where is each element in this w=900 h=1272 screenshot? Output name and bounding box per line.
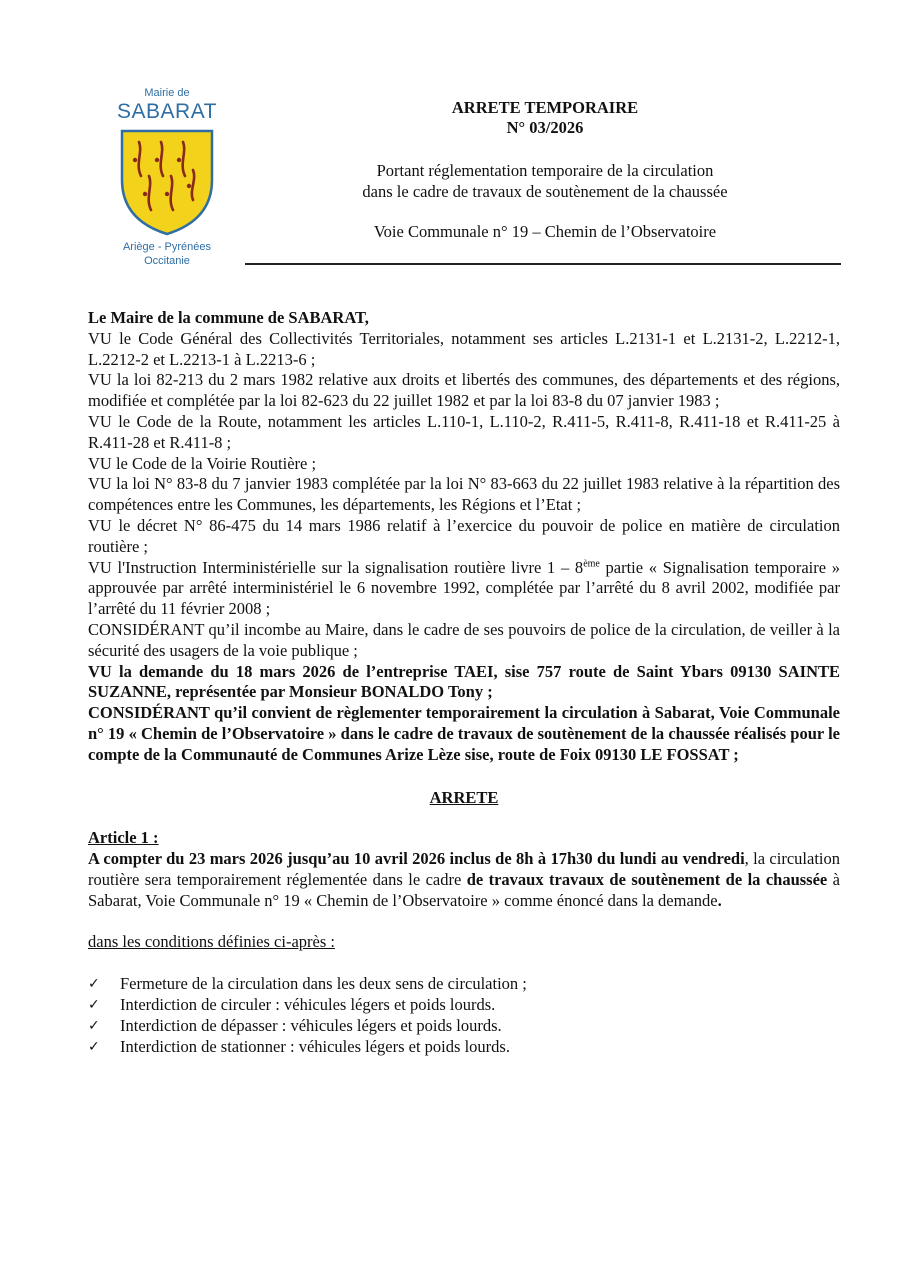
- considerant-maire: CONSIDÉRANT qu’il incombe au Maire, dans le cadre de ses pouvoirs de police de la circulation, de veiller à la sécurité des usagers de la voie publique ;: [88, 619, 840, 660]
- preamble-intro: Le Maire de la commune de SABARAT,: [88, 308, 369, 327]
- logo-region-line1: Ariège - Pyrénées: [122, 241, 212, 253]
- condition-text: Interdiction de dépasser : véhicules légers et poids lourds.: [120, 1015, 502, 1035]
- document-title: ARRETE TEMPORAIRE: [451, 98, 639, 117]
- list-item: [88, 1016, 840, 1037]
- list-item: [88, 995, 840, 1016]
- vu-instruction-sup: ème: [583, 558, 600, 570]
- checkmark-icon: ✓: [88, 976, 100, 993]
- list-item: [88, 974, 840, 995]
- vu-voirie: VU le Code de la Voirie Routière ;: [88, 453, 317, 473]
- article-1-heading: Article 1 :: [88, 828, 159, 848]
- header-divider: [245, 263, 841, 265]
- checkmark-icon: ✓: [88, 1017, 100, 1034]
- subtitle-line-1: Portant réglementation temporaire de la circulation: [376, 161, 714, 180]
- vu-decret: VU le décret N° 86-475 du 14 mars 1986 relatif à l’exercice du pouvoir de police en matière de circulation routière ;: [88, 515, 840, 556]
- vu-instruction-b: partie « Signalisation temporaire » approuvée par arrêté interministériel le 6 novembre 1992, complétée par l’arrêté du 8 avril 2002, modifiée par l’arrêté du 11 février 2008 ;: [88, 557, 840, 619]
- checkmark-icon: ✓: [88, 1038, 100, 1055]
- subtitle-line-2: dans le cadre de travaux de soutènement de la chaussée: [362, 182, 728, 201]
- conditions-label: dans les conditions définies ci-après :: [88, 931, 335, 951]
- condition-text: Interdiction de stationner : véhicules légers et poids lourds.: [120, 1036, 510, 1056]
- checkmark-icon: ✓: [88, 997, 100, 1014]
- vu-cgct: VU le Code Général des Collectivités Territoriales, notamment ses articles L.2131-1 et L.2131-2, L.2212-1, L.2212-2 et L.2213-1 à L.2213-6 ;: [88, 328, 840, 369]
- considerant-travaux: CONSIDÉRANT qu’il convient de règlementer temporairement la circulation à Sabarat, Voie Communale n° 19 « Chemin de l’Observatoire » dans le cadre de travaux de soutènement de la chaussée réalisés pour le compte de la Communauté de Communes Arize Lèze sise, route de Foix 09130 LE FOSSAT ;: [88, 703, 840, 764]
- logo-name: SABARAT: [117, 100, 217, 123]
- road-name: Voie Communale n° 19 – Chemin de l’Observatoire: [373, 222, 717, 241]
- logo-region-line2: Occitanie: [144, 255, 190, 267]
- vu-code-route: VU le Code de la Route, notamment les articles L.110-1, L.110-2, R.411-5, R.411-8, R.411-18 et R.411-25 à R.411-28 et R.411-8 ;: [88, 411, 840, 452]
- document-title-block: [250, 98, 840, 138]
- article-1-text: [88, 849, 840, 911]
- coat-of-arms-icon: [119, 128, 215, 236]
- condition-text: Interdiction de circuler : véhicules légers et poids lourds.: [120, 995, 496, 1015]
- vu-instruction-a: VU l'Instruction Interministérielle sur la signalisation routière livre 1 – 8: [88, 557, 584, 577]
- article-1-dates: A compter du 23 mars 2026 jusqu’au 10 avril 2026 inclus de 8h à 17h30 du lundi au vendredi: [88, 849, 745, 869]
- vu-demande: VU la demande du 18 mars 2026 de l’entreprise TAEI, sise 757 route de Saint Ybars 09130 SAINTE SUZANNE, représentée par Monsieur BONALDO Tony ;: [88, 661, 840, 702]
- document-body: [88, 308, 840, 1058]
- conditions-list: [88, 974, 840, 1057]
- document-subtitle: [250, 160, 840, 202]
- document-number: N° 03/2026: [506, 118, 584, 137]
- article-1-text-b: à Sabarat, Voie Communale n° 19 « Chemin de l’Observatoire » comme énoncé dans la demande: [88, 869, 840, 910]
- vu-loi-83: VU la loi N° 83-8 du 7 janvier 1983 complétée par la loi N° 83-663 du 22 juillet 1983 relative à la répartition des compétences entre les Communes, les départements, les Régions et l’Etat ;: [88, 474, 840, 515]
- article-1-text-a: , la circulation routière sera temporairement réglementée dans le cadre: [88, 849, 840, 889]
- article-1-end: .: [717, 890, 722, 910]
- arrete-heading: ARRETE: [429, 787, 499, 807]
- article-1-works: de travaux travaux de soutènement de la chaussée: [466, 869, 828, 889]
- logo-top-text: Mairie de: [144, 87, 190, 99]
- list-item: [88, 1037, 840, 1058]
- vu-instruction: [88, 558, 840, 620]
- municipal-logo: [104, 86, 230, 268]
- condition-text: Fermeture de la circulation dans les deux sens de circulation ;: [120, 974, 527, 994]
- vu-loi-82: VU la loi 82-213 du 2 mars 1982 relative aux droits et libertés des communes, des départements et des régions, modifiée et complétée par la loi 82-623 du 22 juillet 1982 et par la loi 83-8 du 07 janvier 1983 ;: [88, 370, 840, 411]
